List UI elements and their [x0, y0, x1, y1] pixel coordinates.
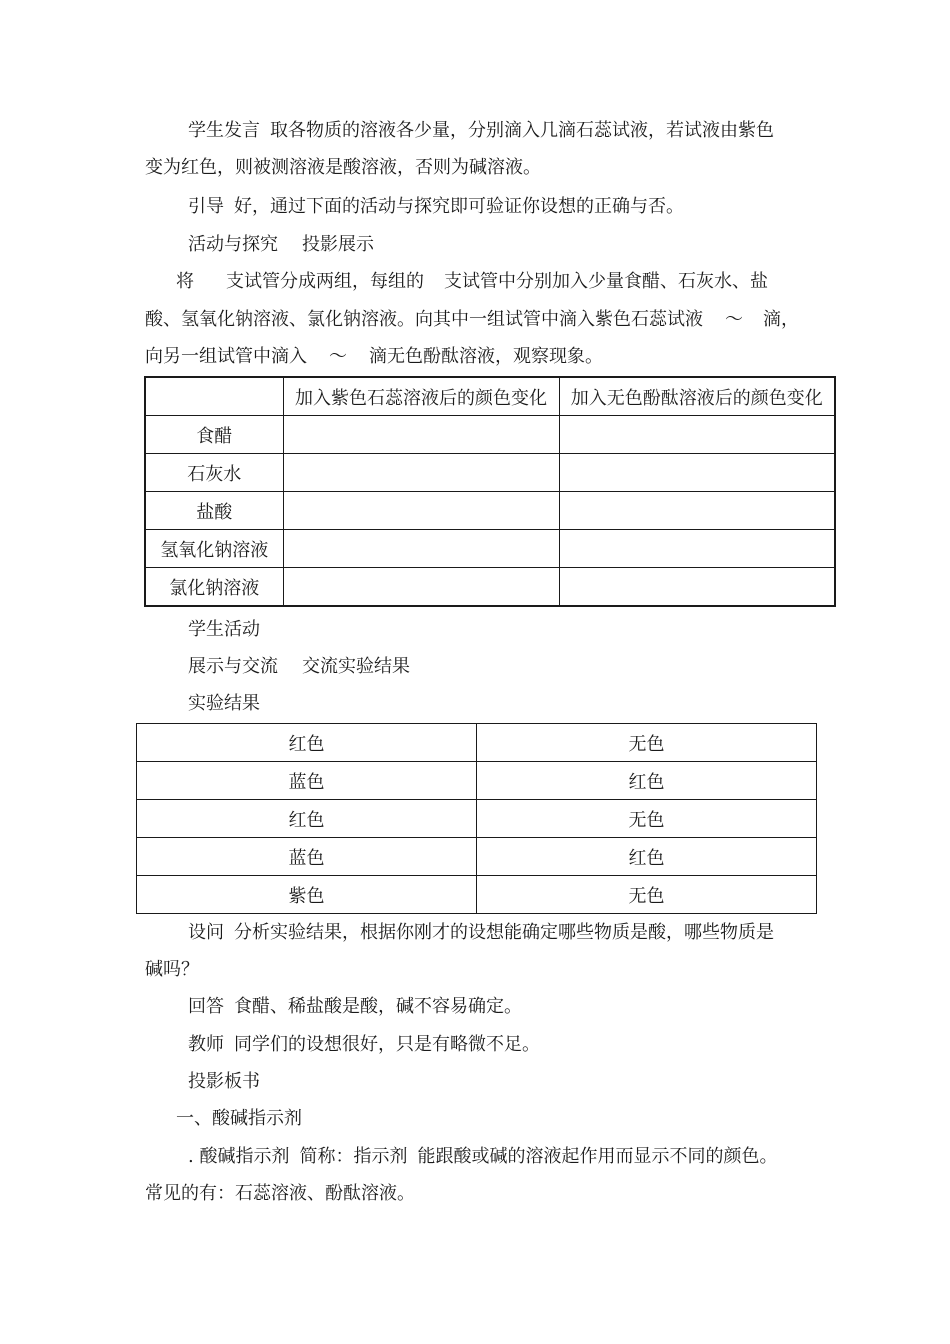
paragraph-activity	[188, 234, 374, 256]
empty-cell	[283, 492, 559, 530]
paragraph-result: 实验结果	[188, 693, 260, 714]
table-row	[137, 800, 817, 838]
table-row	[137, 762, 817, 800]
speaker-label: 设问	[188, 922, 224, 943]
table-row	[137, 838, 817, 876]
substance-cell: 盐酸	[145, 492, 283, 530]
observation-table	[144, 376, 836, 607]
paragraph-text: 好，通过下面的活动与探究即可验证你设想的正确与否。	[234, 196, 684, 217]
speaker-label: 教师	[188, 1034, 224, 1055]
paragraph-teacher	[188, 1034, 540, 1056]
paragraph-question	[188, 922, 774, 944]
paragraph-text: 酸、氢氧化钠溶液、氯化钠溶液。向其中一组试管中滴入紫色石蕊试液	[145, 309, 703, 330]
paragraph-line	[176, 271, 768, 293]
result-cell: 紫色	[137, 876, 477, 914]
paragraph-text: 能跟酸或碱的溶液起作用而显示不同的颜色。	[417, 1146, 778, 1167]
table-row	[145, 530, 835, 568]
result-cell: 无色	[477, 876, 817, 914]
table-row	[145, 492, 835, 530]
paragraph-text: 分析实验结果，根据你刚才的设想能确定哪些物质是酸，哪些物质是	[234, 922, 774, 943]
table-header-cell: 加入无色酚酞溶液后的颜色变化	[559, 377, 835, 416]
paragraph-text: 滴，	[763, 309, 799, 330]
table-header-row	[145, 377, 835, 416]
paragraph-line	[145, 346, 603, 368]
table-header-cell: 加入紫色石蕊溶液后的颜色变化	[283, 377, 559, 416]
paragraph-text: 简称：指示剂	[299, 1146, 408, 1167]
paragraph-guide	[188, 196, 684, 218]
paragraph-text: 滴无色酚酞溶液，观察现象。	[369, 346, 603, 367]
substance-cell: 氢氧化钠溶液	[145, 530, 283, 568]
paragraph-text: 同学们的设想很好，只是有略微不足。	[234, 1034, 540, 1055]
table-row	[145, 416, 835, 454]
section-label: 交流实验结果	[302, 656, 410, 677]
paragraph-text: 食醋、稀盐酸是酸，碱不容易确定。	[234, 996, 522, 1017]
empty-cell	[559, 492, 835, 530]
empty-cell	[283, 568, 559, 607]
table-row	[145, 568, 835, 607]
result-cell: 红色	[477, 762, 817, 800]
paragraph-board: 投影板书	[188, 1071, 260, 1092]
substance-cell: 食醋	[145, 416, 283, 454]
paragraph-line	[145, 309, 799, 331]
substance-cell: 氯化钠溶液	[145, 568, 283, 607]
table-header-cell	[145, 377, 283, 416]
paragraph-student-speech	[188, 120, 774, 142]
result-cell: 红色	[137, 724, 477, 762]
paragraph-line: 变为红色，则被测溶液是酸溶液，否则为碱溶液。	[145, 157, 541, 178]
result-cell: 无色	[477, 800, 817, 838]
section-label: 投影展示	[302, 234, 374, 255]
speaker-label: 回答	[188, 996, 224, 1017]
substance-cell: 石灰水	[145, 454, 283, 492]
section-label: 展示与交流	[188, 656, 278, 677]
result-cell: 蓝色	[137, 838, 477, 876]
empty-cell	[559, 454, 835, 492]
speaker-label: 引导	[188, 196, 224, 217]
paragraph-text: 支试管中分别加入少量食醋、石灰水、盐	[444, 271, 768, 292]
empty-cell	[559, 416, 835, 454]
paragraph-text: 支试管分成两组，每组的	[226, 271, 424, 292]
paragraph-text: 向另一组试管中滴入	[145, 346, 307, 367]
paragraph-definition	[188, 1146, 777, 1168]
paragraph-line: 常见的有：石蕊溶液、酚酞溶液。	[145, 1183, 415, 1204]
result-cell: 红色	[477, 838, 817, 876]
paragraph-show-exchange	[188, 656, 410, 678]
empty-cell	[559, 568, 835, 607]
result-cell: 蓝色	[137, 762, 477, 800]
tilde: ～	[725, 309, 743, 330]
result-cell: 无色	[477, 724, 817, 762]
result-cell: 红色	[137, 800, 477, 838]
tilde: ～	[329, 346, 347, 367]
section-label: 活动与探究	[188, 234, 278, 255]
empty-cell	[559, 530, 835, 568]
table-row	[137, 724, 817, 762]
result-table	[136, 723, 817, 914]
paragraph-student-activity: 学生活动	[188, 619, 260, 640]
paragraph-answer	[188, 996, 522, 1018]
table-row	[137, 876, 817, 914]
paragraph-line: 碱吗？	[145, 959, 199, 980]
speaker-label: 学生发言	[188, 120, 260, 141]
paragraph-text: 将	[176, 271, 194, 292]
paragraph-text: 取各物质的溶液各少量，分别滴入几滴石蕊试液，若试液由紫色	[270, 120, 774, 141]
empty-cell	[283, 416, 559, 454]
table-row	[145, 454, 835, 492]
paragraph-text: . 酸碱指示剂	[188, 1146, 290, 1167]
section-heading: 一、酸碱指示剂	[176, 1108, 302, 1129]
empty-cell	[283, 454, 559, 492]
empty-cell	[283, 530, 559, 568]
